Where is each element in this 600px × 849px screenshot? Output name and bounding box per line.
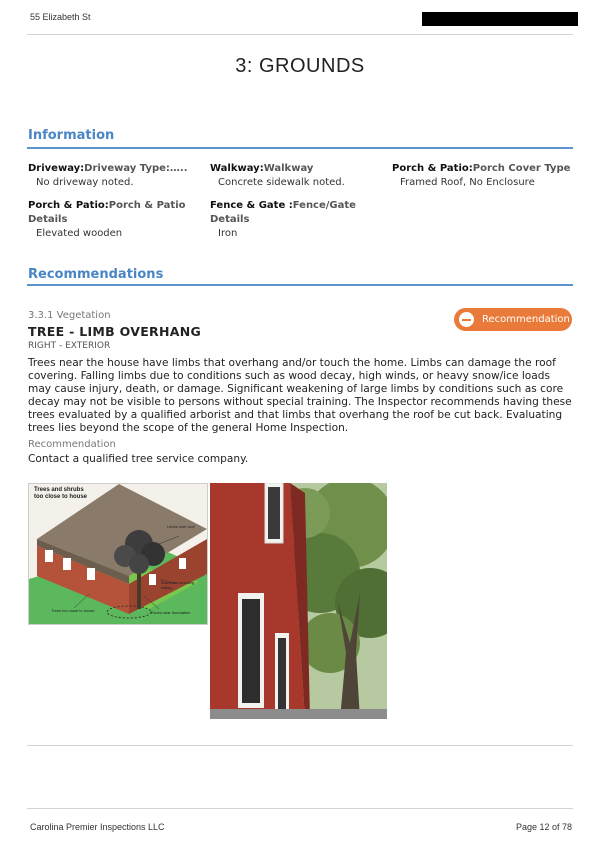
tree-photo[interactable]: [210, 483, 387, 719]
info-porch-details: [28, 199, 188, 241]
item-number: 3.3.1 Vegetation: [28, 310, 111, 321]
header-divider: [27, 34, 573, 35]
info-sublabel: Porch Cover Type: [472, 163, 571, 174]
info-sublabel: Driveway Type:…..: [84, 163, 188, 174]
diagram-callout: Roots near foundation: [151, 610, 191, 615]
info-value: Elevated wooden: [36, 228, 123, 239]
diagram-callout: Trees too close to house: [51, 608, 95, 613]
recommendation-badge[interactable]: [454, 308, 572, 331]
badge-label: Recommendation: [482, 314, 570, 325]
item-location: RIGHT - EXTERIOR: [28, 341, 111, 351]
info-sublabel: Porch & Patio Details: [28, 200, 186, 225]
info-label: Porch & Patio:: [28, 200, 109, 211]
diagram-caption: Trees and shrubs too close to house: [34, 487, 88, 500]
info-label: Driveway:: [28, 163, 85, 174]
diagram-callout: Limbs over roof: [167, 524, 195, 529]
redacted-block: [422, 12, 578, 26]
info-value: Framed Roof, No Enclosure: [400, 177, 535, 188]
diagram-callout: Branches touching siding: [161, 580, 195, 590]
item-title: TREE - LIMB OVERHANG: [28, 324, 202, 339]
footer-divider: [27, 808, 573, 809]
info-sublabel: Fence/Gate Details: [210, 200, 356, 225]
info-value: No driveway noted.: [36, 177, 134, 188]
minus-circle-icon: [459, 312, 474, 327]
item-description: Trees near the house have limbs that overhang and/or touch the home. Limbs can damage the roof covering. Falling limbs due to conditions such as wood decay, high winds, or heavy snow/ice loads may cause injury, death, or damage. Significant weakening of large limbs by conditions such as core decay may not be visible to persons without special training. The Inspector recommends having these trees evaluated by a qualified arborist and that limbs that overhang the roof be cut back. Evaluating trees lies beyond the scope of the general Home Inspection.: [28, 357, 572, 434]
information-rule: [27, 147, 573, 149]
tree-overhang-diagram[interactable]: [28, 483, 208, 625]
footer-page-number: Page 12 of 78: [515, 822, 572, 832]
info-fence: [210, 199, 390, 241]
recommendation-text: Contact a qualified tree service company.: [28, 453, 249, 465]
info-label: Fence & Gate :: [210, 200, 293, 211]
content-divider: [27, 745, 573, 746]
recommendation-label: Recommendation: [28, 439, 116, 450]
info-value: Concrete sidewalk noted.: [218, 177, 345, 188]
info-porch-cover: [392, 162, 577, 190]
info-sublabel: Walkway: [263, 163, 314, 174]
info-walkway: [210, 162, 380, 190]
info-label: Porch & Patio:: [392, 163, 473, 174]
information-heading: Information: [28, 128, 115, 143]
info-value: Iron: [218, 228, 238, 239]
footer-company: Carolina Premier Inspections LLC: [30, 822, 165, 832]
page-title: 3: GROUNDS: [235, 55, 365, 77]
recommendations-heading: Recommendations: [28, 267, 164, 282]
info-driveway: [28, 162, 198, 190]
recommendations-rule: [27, 284, 573, 286]
header-address: 55 Elizabeth St: [30, 12, 91, 22]
info-label: Walkway:: [210, 163, 264, 174]
